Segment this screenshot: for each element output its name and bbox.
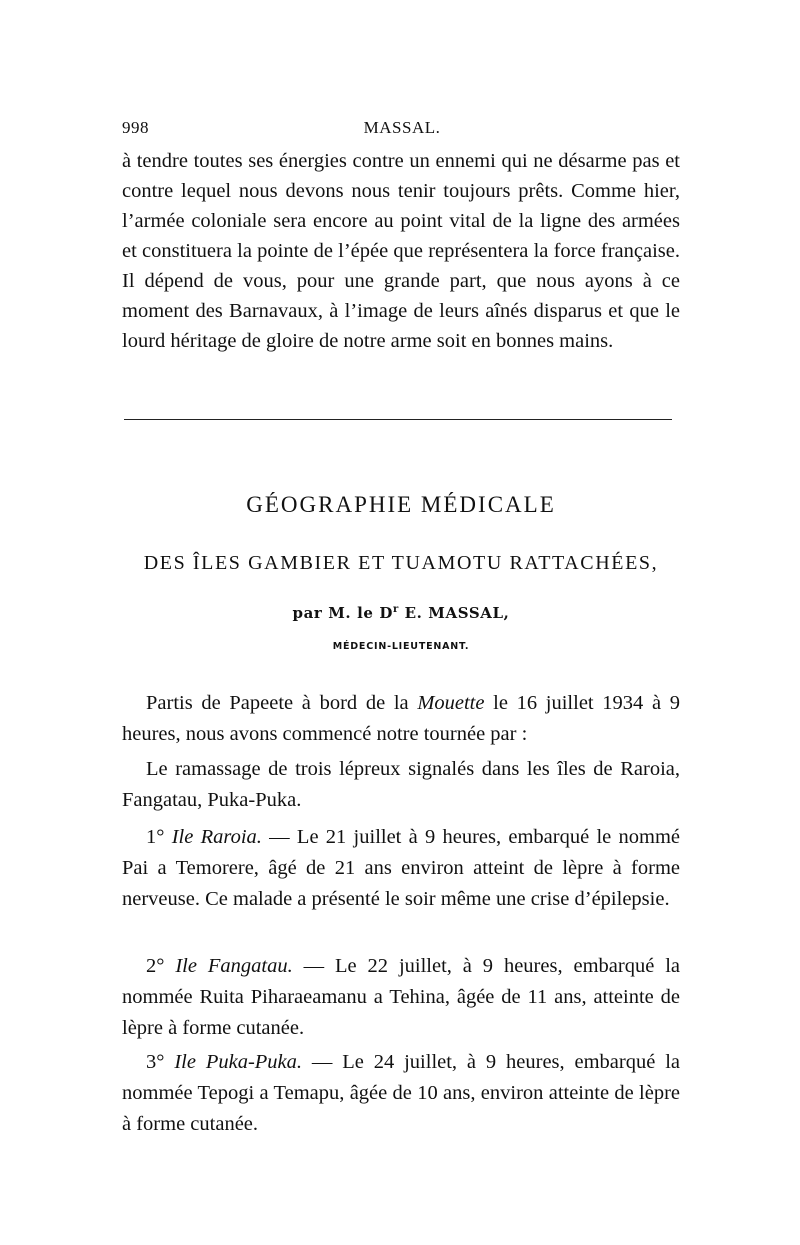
article-title: GÉOGRAPHIE MÉDICALE: [246, 492, 556, 517]
paragraph-text: — Le 22 juillet, à 9 heures, embarqué la nommée Ruita Piharaeamanu a Tehina, âgée de 11 ans, atteinte de lèpre à forme cutanée.: [122, 955, 681, 1039]
byline-prefix: par M. le D: [292, 604, 393, 622]
ship-name: Mouette: [417, 692, 485, 714]
island-name: Ile Puka-Puka.: [174, 1051, 303, 1073]
item-number: 3°: [146, 1051, 175, 1073]
continued-paragraph: à tendre toutes ses énergies contre un ennemi qui ne désarme pas et contre lequel nous devons nous tenir toujours prêts. Comme hier, l’armée coloniale sera encore au point vital de la ligne des armées et constituera la pointe de l’épée que représentera la force française. Il dépend de vous, pour une grande part, que nous ayons à ce moment des Barnavaux, à l’image de leurs aînés disparus et que le lourd héritage de gloire de notre arme soit en bonnes mains.: [122, 150, 680, 352]
item-number: 1°: [146, 826, 172, 848]
running-title: MASSAL.: [363, 118, 441, 137]
paragraph-raroia: [122, 822, 680, 915]
section-divider: [124, 419, 672, 420]
byline-superscript: r: [392, 604, 399, 615]
paragraph-text: le 16 juillet 1934 à 9 heures, nous avons commencé notre tournée par :: [122, 692, 680, 745]
island-name: Ile Fangatau.: [175, 955, 293, 977]
author-name: E. MASSAL,: [398, 604, 510, 622]
island-name: Ile Raroia.: [171, 826, 262, 848]
page-header: [122, 118, 682, 142]
article-subtitle: DES ÎLES GAMBIER ET TUAMOTU RATTACHÉES,: [143, 552, 659, 574]
item-number: 2°: [146, 955, 176, 977]
author-byline: [122, 604, 680, 622]
paragraph-text: — Le 24 juillet, à 9 heures, embarqué la nommée Tepogi a Temapu, âgée de 10 ans, environ atteinte de lèpre à forme cutanée.: [122, 1051, 680, 1135]
paragraph-text: — Le 21 juillet à 9 heures, embarqué le nommé Pai a Temorere, âgé de 21 ans environ atteint de lèpre à forme nerveuse. Ce malade a présenté le soir même une crise d’épilepsie.: [122, 826, 680, 910]
paragraph-collection: Le ramassage de trois lépreux signalés dans les îles de Raroia, Fangatau, Puka-Puka.: [122, 758, 680, 811]
paragraph-fangatau: [122, 951, 680, 1044]
paragraph-text: Partis de Papeete à bord de la: [146, 692, 418, 714]
paragraph-departure: [122, 688, 680, 750]
paragraph-puka-puka: [122, 1047, 680, 1140]
author-rank: MÉDECIN-LIEUTENANT.: [332, 641, 470, 652]
page-number: 998: [122, 118, 149, 137]
